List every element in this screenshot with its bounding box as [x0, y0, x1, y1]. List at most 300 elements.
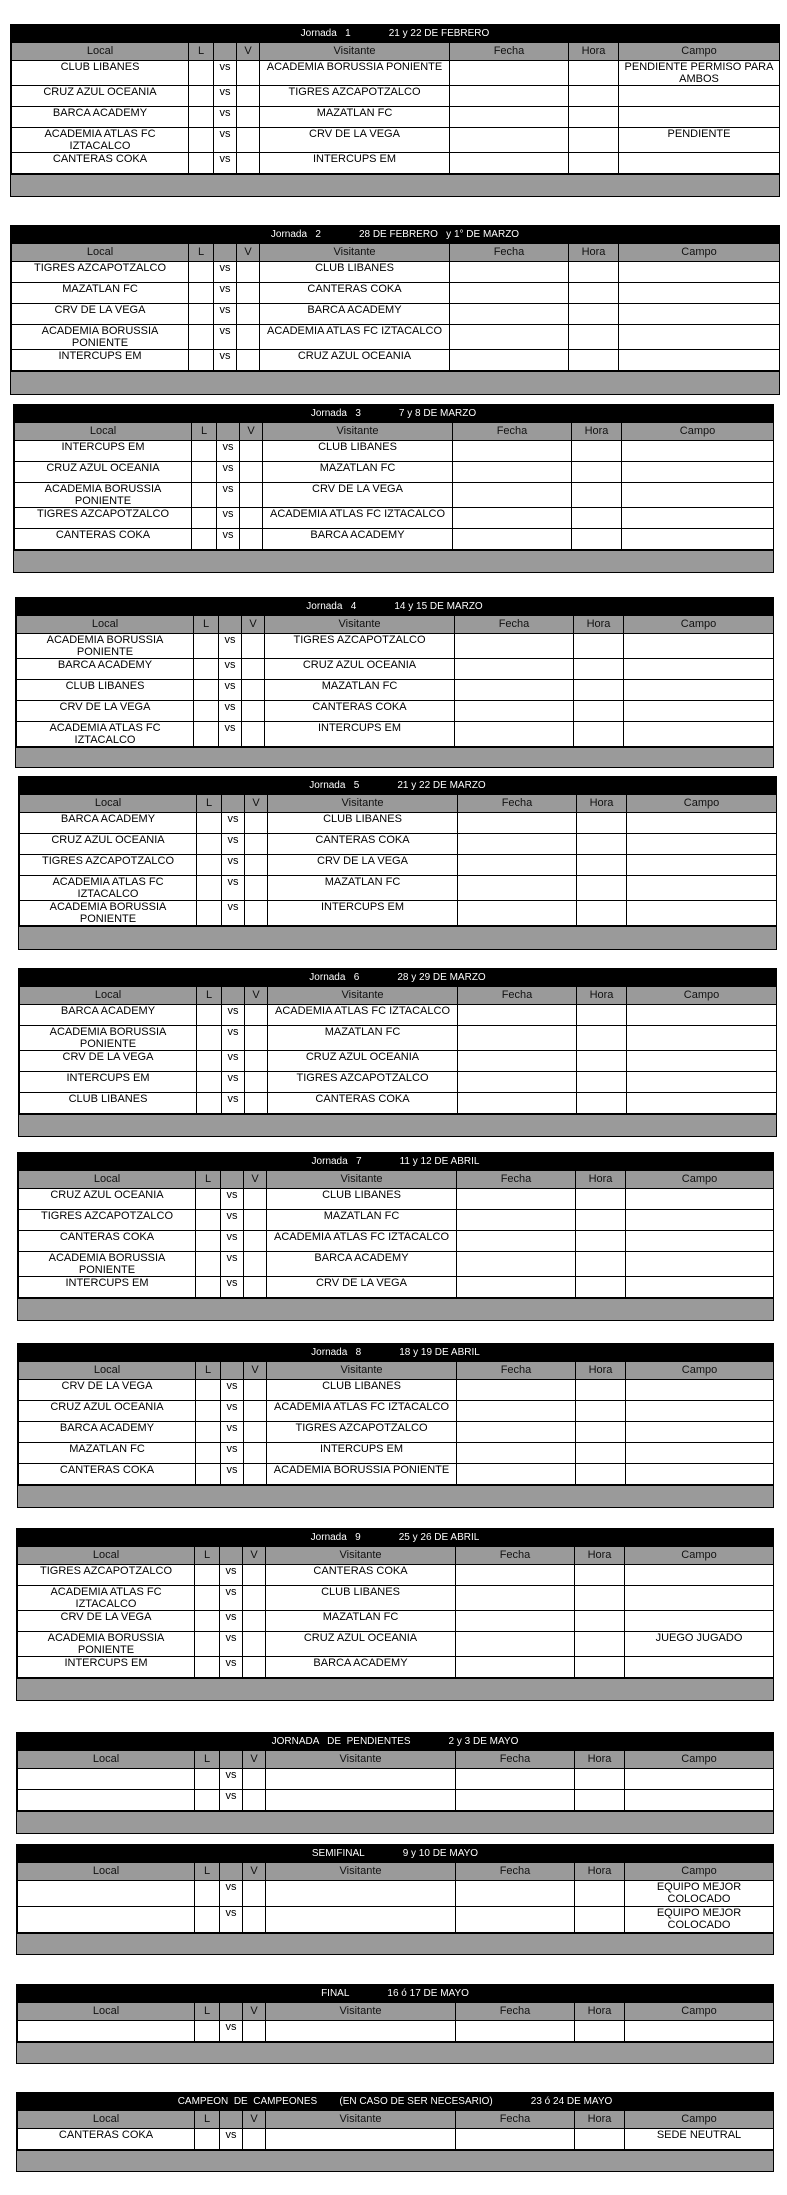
jornada-dates: 2 y 3 DE MAYO	[448, 1736, 519, 1747]
visitante-cell	[266, 2021, 456, 2042]
local-cell: CRUZ AZUL OCEANIA	[12, 86, 189, 107]
campo-cell	[619, 107, 780, 128]
l-score-cell	[195, 1657, 220, 1678]
l-score-cell	[195, 1790, 220, 1811]
local-cell: MAZATLAN FC	[12, 283, 189, 304]
vs-cell: vs	[214, 128, 237, 153]
match-row	[19, 1210, 774, 1231]
local-cell: ACADEMIA ATLAS FC IZTACALCO	[18, 1586, 195, 1611]
hora-cell	[574, 722, 624, 747]
column-header: Visitante	[263, 423, 453, 441]
l-score-cell	[197, 1005, 222, 1026]
fecha-cell	[457, 1443, 576, 1464]
campo-cell	[627, 876, 777, 901]
visitante-cell: BARCA ACADEMY	[267, 1252, 457, 1277]
fecha-cell	[456, 1632, 575, 1657]
visitante-cell: BARCA ACADEMY	[266, 1657, 456, 1678]
jornada-label: Jornada 3	[310, 408, 361, 419]
hora-cell	[572, 441, 622, 462]
vs-cell: vs	[220, 1632, 243, 1657]
vs-cell: vs	[221, 1464, 244, 1485]
column-header: Local	[18, 2003, 195, 2021]
local-cell: CRV DE LA VEGA	[18, 1611, 195, 1632]
column-header: Hora	[575, 1863, 625, 1881]
column-header	[221, 1362, 244, 1380]
column-header: V	[245, 795, 268, 813]
fecha-cell	[458, 1072, 577, 1093]
l-score-cell	[197, 1051, 222, 1072]
match-row	[15, 529, 774, 550]
v-score-cell	[243, 1565, 266, 1586]
v-score-cell	[240, 441, 263, 462]
column-header: V	[243, 1547, 266, 1565]
jornada-table	[16, 1528, 774, 1701]
v-score-cell	[237, 107, 260, 128]
vs-cell: vs	[222, 1026, 245, 1051]
column-header: Campo	[625, 1547, 774, 1565]
local-cell: INTERCUPS EM	[19, 1277, 196, 1298]
match-table	[19, 794, 777, 926]
table-footer-bar	[11, 371, 779, 394]
match-row	[18, 1632, 774, 1657]
fecha-cell	[457, 1422, 576, 1443]
match-row	[17, 659, 774, 680]
column-header: Local	[18, 2111, 195, 2129]
visitante-cell: CRV DE LA VEGA	[267, 1277, 457, 1298]
l-score-cell	[189, 262, 214, 283]
local-cell	[18, 1790, 195, 1811]
column-header: L	[197, 795, 222, 813]
column-header-row	[12, 244, 780, 262]
column-header: Campo	[627, 987, 777, 1005]
visitante-cell: CRUZ AZUL OCEANIA	[266, 1632, 456, 1657]
vs-cell: vs	[220, 1565, 243, 1586]
v-score-cell	[244, 1210, 267, 1231]
visitante-cell: ACADEMIA ATLAS FC IZTACALCO	[263, 508, 453, 529]
local-cell: CRUZ AZUL OCEANIA	[20, 834, 197, 855]
column-header: L	[194, 616, 219, 634]
campo-cell	[624, 680, 774, 701]
v-score-cell	[242, 659, 265, 680]
match-table	[17, 2110, 774, 2150]
l-score-cell	[195, 1611, 220, 1632]
column-header: L	[189, 43, 214, 61]
local-cell: ACADEMIA BORUSSIA PONIENTE	[20, 901, 197, 926]
hora-cell	[577, 876, 627, 901]
match-row	[15, 441, 774, 462]
column-header: Fecha	[457, 1171, 576, 1189]
jornada-label: Jornada 4	[306, 601, 357, 612]
visitante-cell: BARCA ACADEMY	[263, 529, 453, 550]
match-row	[17, 680, 774, 701]
match-row	[20, 855, 777, 876]
l-score-cell	[189, 153, 214, 174]
local-cell: CRV DE LA VEGA	[20, 1051, 197, 1072]
vs-cell: vs	[220, 2021, 243, 2042]
campo-cell	[626, 1210, 774, 1231]
hora-cell	[575, 1769, 625, 1790]
fecha-cell	[458, 1026, 577, 1051]
local-cell: BARCA ACADEMY	[20, 813, 197, 834]
local-cell: ACADEMIA ATLAS FC IZTACALCO	[12, 128, 189, 153]
jornada-dates: 7 y 8 DE MARZO	[398, 408, 477, 419]
v-score-cell	[244, 1443, 267, 1464]
fecha-cell	[457, 1231, 576, 1252]
v-score-cell	[237, 325, 260, 350]
column-header: V	[244, 1362, 267, 1380]
local-cell	[18, 2021, 195, 2042]
jornada-header	[14, 405, 773, 422]
fecha-cell	[453, 462, 572, 483]
hora-cell	[577, 1093, 627, 1114]
fecha-cell	[453, 441, 572, 462]
visitante-cell: CANTERAS COKA	[260, 283, 450, 304]
v-score-cell	[240, 529, 263, 550]
v-score-cell	[243, 1611, 266, 1632]
jornada-dates: 9 y 10 DE MAYO	[402, 1848, 479, 1859]
campo-cell: EQUIPO MEJOR COLOCADO	[625, 1881, 774, 1907]
visitante-cell: ACADEMIA ATLAS FC IZTACALCO	[267, 1231, 457, 1252]
column-header: Fecha	[450, 244, 569, 262]
campo-cell	[619, 153, 780, 174]
match-row	[18, 1907, 774, 1933]
campo-cell	[627, 1051, 777, 1072]
visitante-cell: CLUB LIBANES	[263, 441, 453, 462]
fecha-cell	[450, 128, 569, 153]
visitante-cell: MAZATLAN FC	[265, 680, 455, 701]
campo-cell	[625, 1769, 774, 1790]
hora-cell	[577, 834, 627, 855]
column-header: Hora	[577, 987, 627, 1005]
column-header: Fecha	[458, 987, 577, 1005]
vs-cell: vs	[222, 876, 245, 901]
match-row	[20, 1072, 777, 1093]
hora-cell	[574, 701, 624, 722]
visitante-cell: ACADEMIA ATLAS FC IZTACALCO	[267, 1401, 457, 1422]
v-score-cell	[237, 61, 260, 86]
l-score-cell	[192, 529, 217, 550]
jornada-label: FINAL	[321, 1988, 350, 1999]
v-score-cell	[240, 483, 263, 508]
hora-cell	[569, 325, 619, 350]
jornada-dates: 23 ó 24 DE MAYO	[530, 2096, 613, 2107]
jornada-header	[17, 1985, 773, 2002]
column-header	[219, 616, 242, 634]
local-cell: CRV DE LA VEGA	[12, 304, 189, 325]
local-cell: ACADEMIA BORUSSIA PONIENTE	[15, 483, 192, 508]
visitante-cell: CRV DE LA VEGA	[263, 483, 453, 508]
match-table	[16, 615, 774, 747]
local-cell: BARCA ACADEMY	[20, 1005, 197, 1026]
vs-cell: vs	[220, 1769, 243, 1790]
local-cell: CLUB LIBANES	[17, 680, 194, 701]
campo-cell	[619, 304, 780, 325]
visitante-cell	[266, 1790, 456, 1811]
jornada-dates: 28 y 29 DE MARZO	[397, 972, 486, 983]
visitante-cell: CANTERAS COKA	[268, 1093, 458, 1114]
campo-cell	[627, 1072, 777, 1093]
column-header: Local	[19, 1362, 196, 1380]
table-footer-bar	[17, 2150, 773, 2171]
jornada-header	[11, 25, 779, 42]
jornada-header	[18, 1153, 773, 1170]
column-header: Visitante	[267, 1171, 457, 1189]
jornada-table	[15, 597, 774, 768]
match-table	[17, 1546, 774, 1678]
v-score-cell	[240, 462, 263, 483]
hora-cell	[569, 350, 619, 371]
visitante-cell	[266, 2129, 456, 2150]
column-header: Visitante	[266, 1751, 456, 1769]
column-header-row	[12, 43, 780, 61]
column-header: Visitante	[266, 1547, 456, 1565]
column-header: Local	[19, 1171, 196, 1189]
column-header: L	[189, 244, 214, 262]
v-score-cell	[242, 701, 265, 722]
match-table	[11, 42, 780, 174]
jornada-table	[16, 1732, 774, 1834]
local-cell: ACADEMIA BORUSSIA PONIENTE	[12, 325, 189, 350]
column-header: L	[195, 1863, 220, 1881]
vs-cell: vs	[217, 483, 240, 508]
local-cell: BARCA ACADEMY	[12, 107, 189, 128]
vs-cell: vs	[222, 855, 245, 876]
fecha-cell	[457, 1277, 576, 1298]
column-header: Local	[17, 616, 194, 634]
campo-cell	[625, 1586, 774, 1611]
campo-cell	[627, 834, 777, 855]
jornada-header	[17, 1845, 773, 1862]
vs-cell: vs	[214, 283, 237, 304]
match-row	[15, 462, 774, 483]
fecha-cell	[455, 680, 574, 701]
column-header: Local	[18, 1547, 195, 1565]
column-header: V	[244, 1171, 267, 1189]
campo-cell	[624, 634, 774, 659]
column-header: Campo	[625, 1863, 774, 1881]
local-cell: ACADEMIA BORUSSIA PONIENTE	[17, 634, 194, 659]
jornada-table	[18, 968, 777, 1137]
campo-cell: SEDE NEUTRAL	[625, 2129, 774, 2150]
match-row	[18, 1881, 774, 1907]
column-header	[222, 795, 245, 813]
vs-cell: vs	[221, 1422, 244, 1443]
visitante-cell: INTERCUPS EM	[265, 722, 455, 747]
visitante-cell: MAZATLAN FC	[266, 1611, 456, 1632]
match-row	[12, 86, 780, 107]
match-row	[18, 1790, 774, 1811]
l-score-cell	[197, 1072, 222, 1093]
column-header: Local	[12, 43, 189, 61]
v-score-cell	[237, 262, 260, 283]
l-score-cell	[196, 1252, 221, 1277]
l-score-cell	[195, 1769, 220, 1790]
v-score-cell	[243, 1657, 266, 1678]
column-header: Fecha	[456, 1547, 575, 1565]
campo-cell	[624, 701, 774, 722]
hora-cell	[569, 262, 619, 283]
l-score-cell	[194, 722, 219, 747]
v-score-cell	[237, 153, 260, 174]
visitante-cell	[266, 1907, 456, 1933]
column-header	[214, 244, 237, 262]
vs-cell: vs	[222, 901, 245, 926]
match-row	[19, 1422, 774, 1443]
fecha-cell	[455, 634, 574, 659]
l-score-cell	[197, 1093, 222, 1114]
l-score-cell	[192, 441, 217, 462]
match-row	[18, 1769, 774, 1790]
hora-cell	[572, 508, 622, 529]
match-row	[18, 1565, 774, 1586]
visitante-cell: TIGRES AZCAPOTZALCO	[268, 1072, 458, 1093]
column-header-row	[18, 1547, 774, 1565]
table-footer-bar	[16, 747, 773, 767]
vs-cell: vs	[221, 1231, 244, 1252]
column-header: Local	[18, 1751, 195, 1769]
l-score-cell	[194, 659, 219, 680]
column-header	[220, 2111, 243, 2129]
column-header: Visitante	[260, 43, 450, 61]
column-header-row	[18, 2003, 774, 2021]
column-header: L	[195, 1547, 220, 1565]
table-footer-bar	[17, 2042, 773, 2063]
column-header: Campo	[619, 43, 780, 61]
visitante-cell: CLUB LIBANES	[267, 1189, 457, 1210]
campo-cell	[625, 1611, 774, 1632]
column-header: Hora	[569, 244, 619, 262]
hora-cell	[569, 283, 619, 304]
vs-cell: vs	[214, 153, 237, 174]
v-score-cell	[245, 855, 268, 876]
fecha-cell	[453, 483, 572, 508]
vs-cell: vs	[217, 462, 240, 483]
match-row	[12, 262, 780, 283]
match-row	[20, 1051, 777, 1072]
column-header	[220, 1547, 243, 1565]
fecha-cell	[458, 901, 577, 926]
vs-cell: vs	[221, 1277, 244, 1298]
vs-cell: vs	[219, 701, 242, 722]
vs-cell: vs	[214, 325, 237, 350]
hora-cell	[572, 529, 622, 550]
column-header: Local	[12, 244, 189, 262]
vs-cell: vs	[219, 680, 242, 701]
match-table	[18, 1361, 774, 1485]
l-score-cell	[195, 1632, 220, 1657]
column-header: Visitante	[268, 795, 458, 813]
fecha-cell	[458, 813, 577, 834]
column-header: Visitante	[267, 1362, 457, 1380]
match-table	[17, 1750, 774, 1811]
campo-cell	[626, 1443, 774, 1464]
hora-cell	[572, 483, 622, 508]
match-row	[20, 876, 777, 901]
v-score-cell	[244, 1252, 267, 1277]
jornada-table	[13, 404, 774, 573]
campo-cell	[622, 483, 774, 508]
visitante-cell: CLUB LIBANES	[266, 1586, 456, 1611]
campo-cell	[622, 508, 774, 529]
vs-cell: vs	[221, 1380, 244, 1401]
vs-cell: vs	[222, 1051, 245, 1072]
column-header: V	[243, 1863, 266, 1881]
match-row	[12, 350, 780, 371]
local-cell: BARCA ACADEMY	[17, 659, 194, 680]
campo-cell	[619, 262, 780, 283]
campo-cell	[626, 1401, 774, 1422]
column-header: Hora	[574, 616, 624, 634]
column-header: V	[240, 423, 263, 441]
jornada-dates: 14 y 15 DE MARZO	[394, 601, 483, 612]
column-header: Local	[18, 1863, 195, 1881]
local-cell: TIGRES AZCAPOTZALCO	[19, 1210, 196, 1231]
jornada-label: Jornada 9	[310, 1532, 361, 1543]
local-cell	[18, 1907, 195, 1933]
jornada-dates: 16 ó 17 DE MAYO	[387, 1988, 469, 1999]
match-row	[18, 2021, 774, 2042]
fecha-cell	[456, 1657, 575, 1678]
local-cell: TIGRES AZCAPOTZALCO	[20, 855, 197, 876]
jornada-table	[10, 24, 780, 197]
local-cell: INTERCUPS EM	[15, 441, 192, 462]
hora-cell	[577, 1072, 627, 1093]
hora-cell	[575, 1657, 625, 1678]
jornada-label: Jornada 6	[309, 972, 360, 983]
vs-cell: vs	[220, 1881, 243, 1907]
match-row	[20, 901, 777, 926]
v-score-cell	[243, 1907, 266, 1933]
campo-cell	[627, 1093, 777, 1114]
fecha-cell	[450, 283, 569, 304]
vs-cell: vs	[222, 1072, 245, 1093]
hora-cell	[574, 659, 624, 680]
match-row	[17, 722, 774, 747]
campo-cell	[626, 1252, 774, 1277]
v-score-cell	[245, 1093, 268, 1114]
column-header: L	[195, 2003, 220, 2021]
hora-cell	[572, 462, 622, 483]
campo-cell	[622, 462, 774, 483]
visitante-cell: CLUB LIBANES	[260, 262, 450, 283]
l-score-cell	[195, 1586, 220, 1611]
vs-cell: vs	[220, 2129, 243, 2150]
column-header: Hora	[575, 2111, 625, 2129]
local-cell: CANTERAS COKA	[15, 529, 192, 550]
column-header-row	[18, 1863, 774, 1881]
campo-cell	[622, 441, 774, 462]
local-cell: CLUB LIBANES	[20, 1093, 197, 1114]
campo-cell	[619, 325, 780, 350]
v-score-cell	[242, 722, 265, 747]
local-cell: CRV DE LA VEGA	[17, 701, 194, 722]
local-cell: ACADEMIA ATLAS FC IZTACALCO	[20, 876, 197, 901]
local-cell: INTERCUPS EM	[20, 1072, 197, 1093]
column-header-row	[19, 1362, 774, 1380]
visitante-cell: MAZATLAN FC	[263, 462, 453, 483]
fecha-cell	[453, 529, 572, 550]
column-header: Local	[20, 987, 197, 1005]
match-row	[20, 1026, 777, 1051]
v-score-cell	[243, 2021, 266, 2042]
jornada-table	[17, 1343, 774, 1508]
hora-cell	[569, 128, 619, 153]
match-row	[19, 1443, 774, 1464]
jornada-header	[17, 1529, 773, 1546]
column-header-row	[18, 2111, 774, 2129]
local-cell: ACADEMIA ATLAS FC IZTACALCO	[17, 722, 194, 747]
match-row	[12, 325, 780, 350]
